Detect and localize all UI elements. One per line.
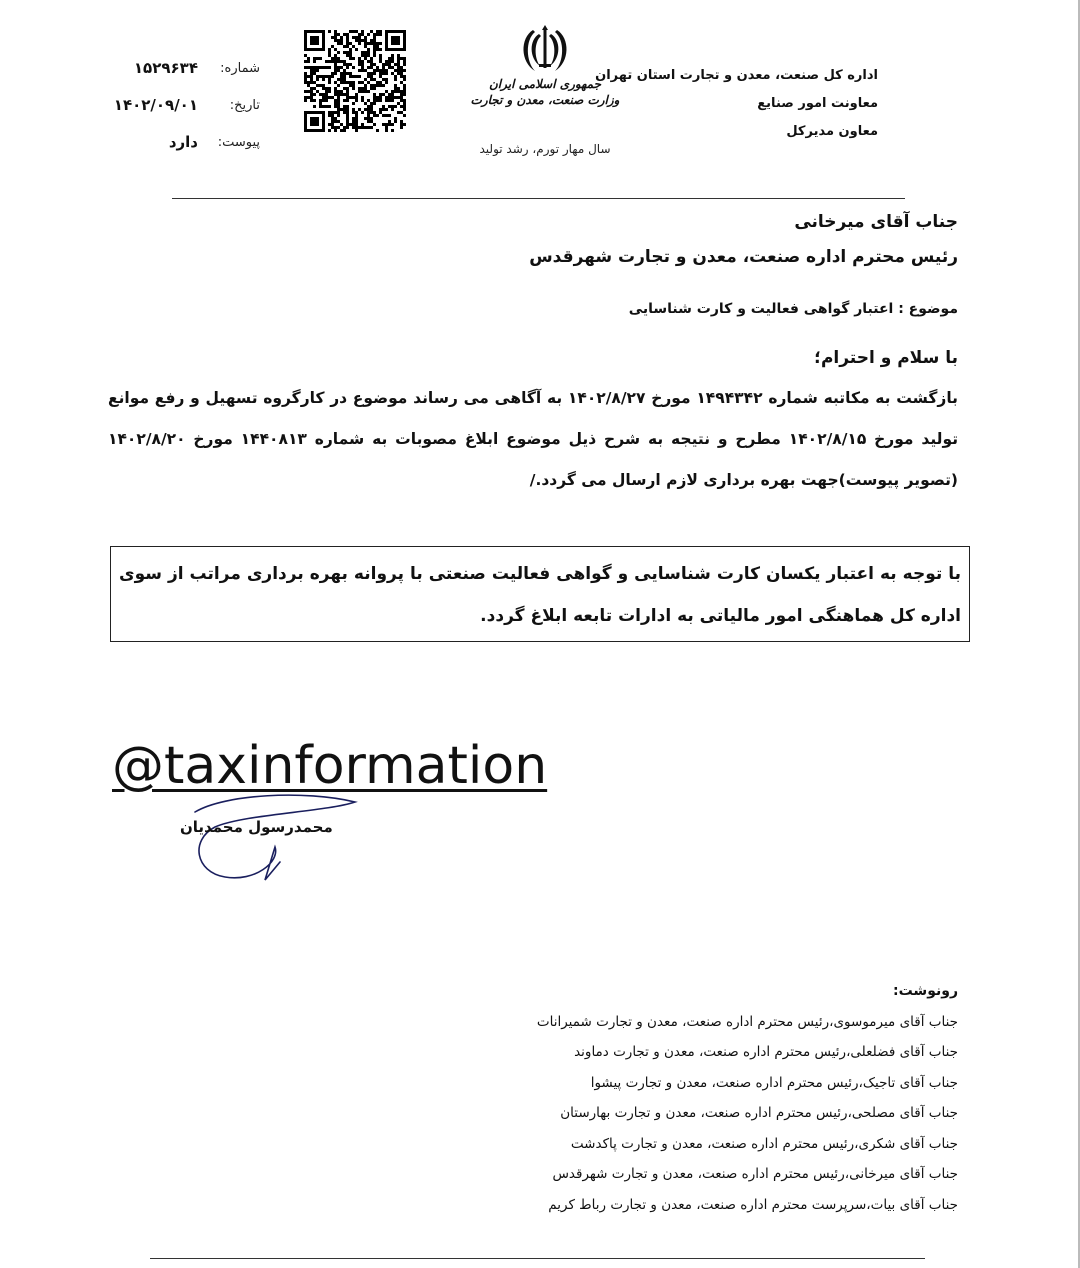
recipient-title: رئیس محترم اداره صنعت، معدن و تجارت شهرقدس (529, 247, 958, 267)
meta-number-row (100, 50, 260, 87)
cc-item: جناب آقای میرخانی،رئیس محترم اداره صنعت، معدن و تجارت شهرقدس (552, 1166, 958, 1182)
letter-subject: موضوع : اعتبار گواهی فعالیت و کارت شناسایی (628, 301, 958, 317)
org-line-3: معاون مدیرکل (786, 124, 878, 139)
signature-icon (185, 792, 365, 892)
date-label: تاریخ: (229, 98, 260, 113)
ministry-name: وزارت صنعت، معدن و تجارت (470, 93, 620, 107)
attachment-label: پیوست: (217, 135, 260, 150)
channel-watermark: @taxinformation (112, 736, 548, 796)
cc-item: جناب آقای میرموسوی،رئیس محترم اداره صنعت، معدن و تجارت شمیرانات (536, 1013, 958, 1030)
meta-attachment-row (100, 124, 260, 161)
year-slogan: سال مهار تورم، رشد تولید (479, 142, 611, 156)
cc-list (537, 976, 958, 1220)
cc-item: جناب آقای بیات،سرپرست محترم اداره صنعت، معدن و تجارت رباط کریم (548, 1196, 958, 1213)
cc-item: جناب آقای مصلحی،رئیس محترم اداره صنعت، معدن و تجارت بهارستان (560, 1105, 958, 1121)
date-value: ۱۴۰۲/۰۹/۰۱ (113, 96, 198, 114)
org-line-1: اداره کل صنعت، معدن و تجارت استان تهران (595, 68, 878, 83)
header-divider (172, 198, 905, 199)
org-line-2: معاونت امور صنایع (757, 96, 878, 111)
cc-title: رونوشت: (893, 983, 958, 999)
cc-item: جناب آقای تاجیک،رئیس محترم اداره صنعت، معدن و تجارت پیشوا (590, 1074, 958, 1091)
cc-item: جناب آقای فضلعلی،رئیس محترم اداره صنعت، معدن و تجارت دماوند (574, 1044, 958, 1060)
cc-item: جناب آقای شکری،رئیس محترم اداره صنعت، معدن و تجارت پاکدشت (570, 1135, 958, 1152)
highlighted-resolution: با توجه به اعتبار یکسان کارت شناسایی و گواهی فعالیت صنعتی با پروانه بهره برداری مراتب از سوی اداره کل هماهنگی امور مالیاتی به ادارات تابعه ابلاغ گردد. (110, 546, 970, 642)
emblem-block (455, 24, 635, 108)
qr-code-icon (304, 30, 406, 132)
recipient-block (529, 205, 958, 275)
meta-date-row (100, 87, 260, 124)
footer-divider (150, 1258, 925, 1259)
letter-body: بازگشت به مکاتبه شماره ۱۴۹۴۳۴۲ مورخ ۱۴۰۲/۸/۲۷ به آگاهی می رساند موضوع در کارگروه تسهیل و رفع موانع تولید مورخ ۱۴۰۲/۸/۱۵ مطرح و نتیجه به شرح ذیل موضوع ابلاغ مصوبات به شماره ۱۴۴۰۸۱۳ مورخ ۱۴۰۲/۸/۲۰ (تصویر پیوست)جهت بهره برداری لازم ارسال می گردد./ (108, 389, 959, 489)
iran-emblem-icon (520, 24, 570, 76)
number-value: ۱۵۲۹۶۳۴ (133, 59, 198, 77)
letter-meta (100, 50, 260, 161)
recipient-name: جناب آقای میرخانی (794, 212, 958, 232)
attachment-value: دارد (168, 133, 198, 151)
signer-name: محمدرسول محمدیان (180, 818, 333, 836)
greeting: با سلام و احترام؛ (814, 348, 958, 368)
country-name: جمهوری اسلامی ایران (488, 77, 602, 91)
number-label: شماره: (220, 61, 260, 76)
